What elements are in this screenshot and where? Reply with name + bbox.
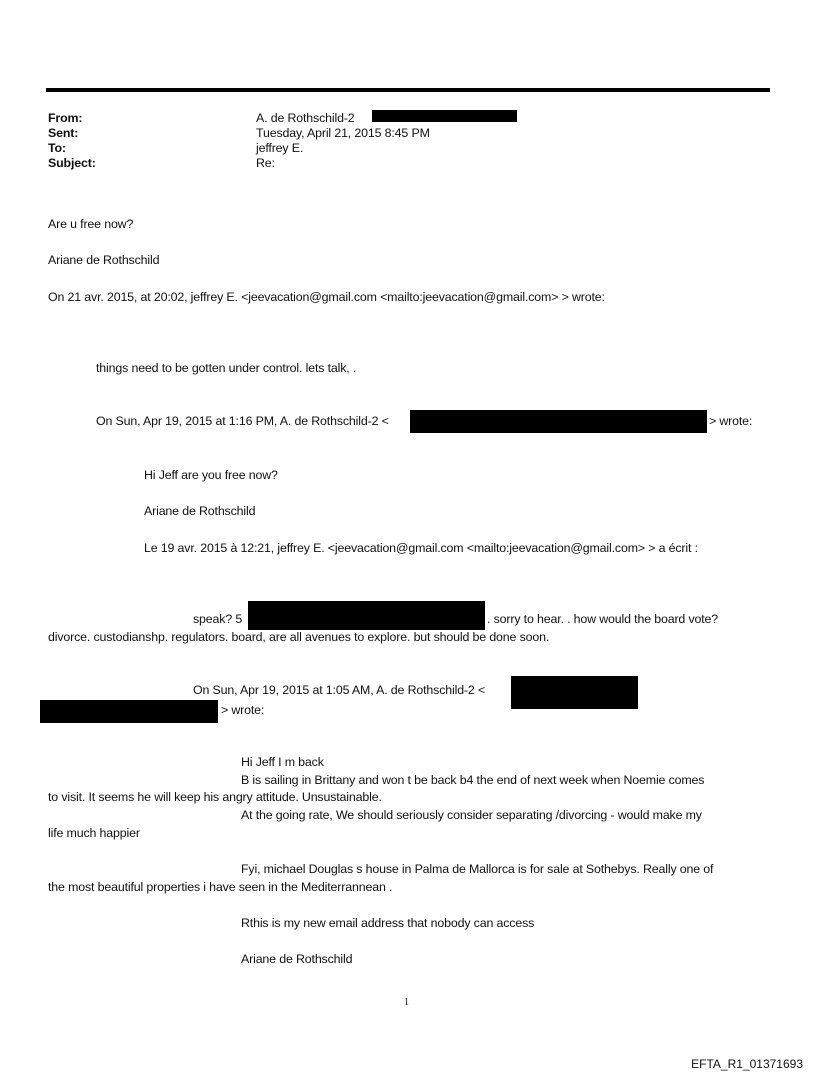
signature: Ariane de Rothschild [48,253,160,267]
from-value: A. de Rothschild-2 [256,111,355,125]
redaction [372,110,517,122]
quote-header: On Sun, Apr 19, 2015 at 1:05 AM, A. de Rothschild-2 < [193,683,486,697]
quote-header-end: > wrote: [709,414,753,428]
body-line: Are u free now? [48,217,134,231]
footer-id: EFTA_R1_01371693 [691,1057,803,1071]
body-line: B is sailing in Brittany and won t be back b4 the end of next week when Noemie comes [241,773,705,787]
body-line: Hi Jeff I m back [241,755,324,769]
to-value: jeffrey E. [256,141,304,155]
body-line: divorce. custodianshp. regulators. board, are all avenues to explore. but should be done soon. [48,630,550,644]
redaction [511,676,638,709]
quote-header: Le 19 avr. 2015 à 12:21, jeffrey E. <jeevacation@gmail.com <mailto:jeevacation@gmail.com> > a écrit : [144,541,698,555]
body-line: the most beautiful properties i have seen in the Mediterrannean . [48,880,393,894]
body-line: life much happier [48,826,140,840]
subject-value: Re: [256,156,275,170]
body-line: things need to be gotten under control. lets talk, . [96,361,357,375]
quote-header: On 21 avr. 2015, at 20:02, jeffrey E. <jeevacation@gmail.com <mailto:jeevacation@gmail.com> > wrote: [48,290,605,304]
body-line: to visit. It seems he will keep his angry attitude. Unsustainable. [48,790,382,804]
redaction [248,601,485,630]
quote-header-end: > wrote: [221,703,265,717]
quote-header: On Sun, Apr 19, 2015 at 1:16 PM, A. de Rothschild-2 < [96,414,389,428]
signature: Ariane de Rothschild [144,504,256,518]
redaction [40,700,218,723]
signature: Ariane de Rothschild [241,952,353,966]
page-number: 1 [404,997,409,1008]
body-line: speak? 5 [193,612,243,626]
from-label: From: [48,111,83,125]
body-line: Rthis is my new email address that nobody can access [241,916,535,930]
to-label: To: [48,141,66,155]
body-line: At the going rate, We should seriously consider separating /divorcing - would make my [241,808,702,822]
body-line: . sorry to hear. . how would the board vote? [487,612,719,626]
subject-label: Subject: [48,156,96,170]
body-line: Hi Jeff are you free now? [144,468,278,482]
header-rule [46,88,770,92]
redaction [410,410,707,433]
sent-label: Sent: [48,126,79,140]
sent-value: Tuesday, April 21, 2015 8:45 PM [256,126,430,140]
body-line: Fyi, michael Douglas s house in Palma de Mallorca is for sale at Sothebys. Really one of [241,862,714,876]
